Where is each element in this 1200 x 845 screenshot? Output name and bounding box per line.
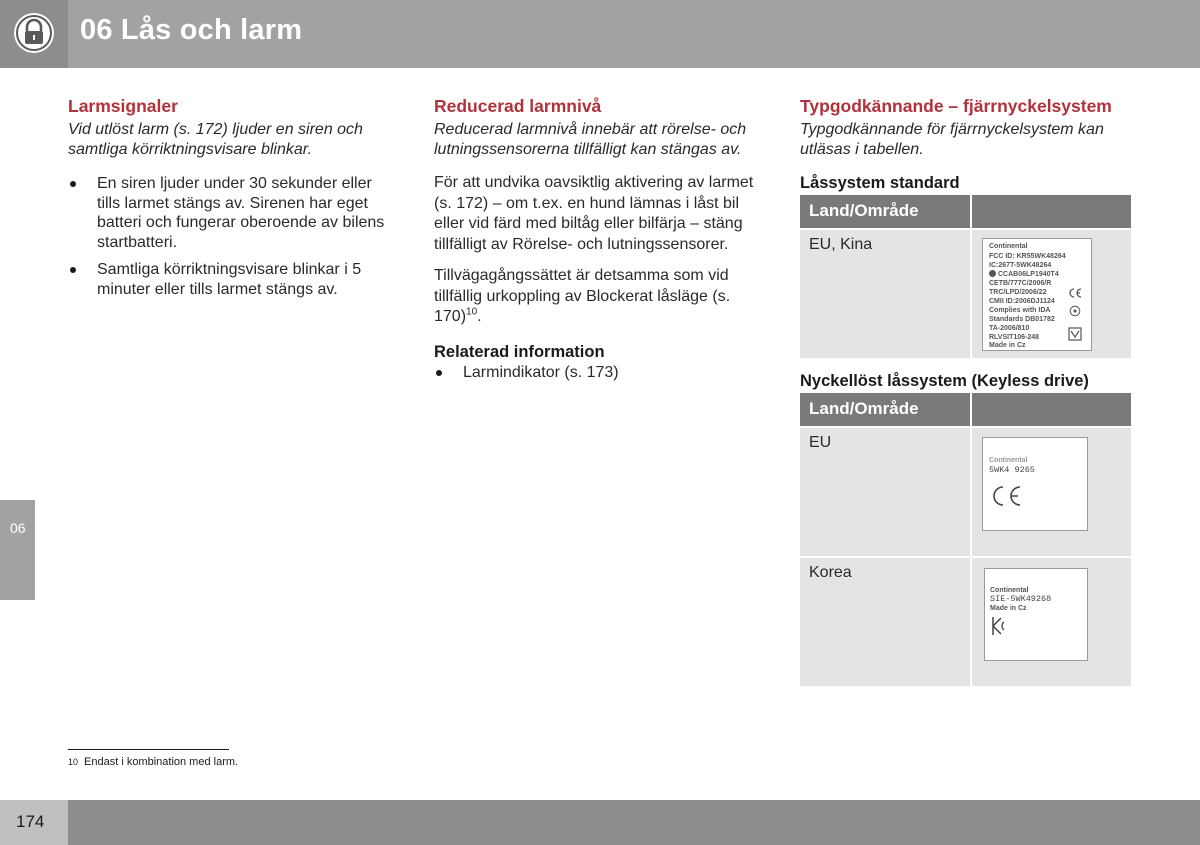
table-row: [800, 426, 1131, 556]
section-heading: Typgodkännande – fjärrnyckelsystem: [800, 96, 1112, 116]
paragraph-end: .: [477, 308, 482, 325]
column-header: Land/Område: [800, 195, 970, 228]
section-reducerad-larmniva: [434, 94, 764, 390]
list-item: [68, 260, 393, 299]
label-text: RLVSIT106-248: [989, 334, 1040, 341]
column-header-empty: [972, 195, 1131, 228]
label-text: Made in Cz: [990, 605, 1027, 612]
paragraph-text: Tillvägagångssättet är detsamma som vid tillfällig urkoppling av Blockerat låsläge (s. 170): [434, 267, 731, 325]
kc-mark-icon: [990, 615, 1006, 637]
footnote-ref[interactable]: 10: [466, 306, 478, 318]
page-number: 174: [16, 812, 45, 831]
table-heading: Låssystem standard: [800, 174, 960, 192]
bullet-icon: [70, 267, 76, 273]
table-row: [800, 556, 1131, 686]
approval-circle-icon: [1069, 305, 1081, 317]
page-number-box: [0, 800, 68, 845]
chapter-icon-tab: [0, 0, 68, 68]
bullet-icon: [70, 181, 76, 187]
section-larmsignaler: [68, 94, 393, 307]
label-text: IC:267T-5WK48264: [989, 262, 1052, 269]
label-text: SIE-5WK49268: [990, 594, 1052, 604]
label-text: TA-2006/810: [989, 325, 1030, 332]
list-item: [68, 174, 393, 252]
label-line-ccc: CCAB06LP1940T4: [989, 270, 1059, 279]
side-tab-label: 06: [10, 520, 26, 536]
list-item-text: Samtliga körriktningsvisare blinkar i 5 minuter eller tills larmet stängs av.: [97, 261, 362, 298]
related-list: [434, 363, 764, 383]
table-header-row: [800, 195, 1131, 228]
related-heading: Relaterad information: [434, 342, 605, 361]
approval-label-image: [982, 238, 1092, 351]
label-text: Continental: [990, 587, 1029, 594]
page-footer: [0, 800, 1200, 845]
list-item-text: En siren ljuder under 30 sekunder eller tills larmet stängs av. Sirenen har eget batteri och fungerar oberoende av bilens startbatteri.: [97, 175, 385, 251]
related-link[interactable]: [434, 363, 764, 383]
approval-box-icon: [1068, 327, 1082, 341]
paragraph: För att undvika oavsiktlig aktivering av larmet (s. 172) – om t.ex. en hund lämnas i låst bil eller vid färd med biltåg eller bilfärja – stäng tillfälligt av Rörelse- och lutningssensorer.: [434, 174, 754, 253]
bullet-icon: [436, 370, 442, 376]
section-intro: Reducerad larmnivå innebär att rörelse- och lutningssensorerna tillfälligt kan stängas av.: [434, 121, 747, 158]
approval-label-image: [982, 437, 1088, 531]
label-text: Continental: [989, 457, 1028, 464]
label-text: FCC ID: KR55WK48264: [989, 253, 1066, 260]
section-heading: Reducerad larmnivå: [434, 96, 602, 116]
approval-label-image: [984, 568, 1088, 661]
paragraph: [434, 266, 764, 328]
label-cell: [970, 230, 1131, 358]
label-text: CMII ID:2006DJ1124: [989, 298, 1055, 305]
footnote: [68, 756, 238, 768]
label-text: Made in Cz: [989, 342, 1026, 349]
ce-mark-icon: [989, 484, 1023, 508]
region-cell: Korea: [809, 564, 852, 581]
label-text: Complies with IDA: [989, 307, 1051, 314]
chapter-header: [0, 0, 1200, 68]
related-link-text[interactable]: Larmindikator (s. 173): [463, 363, 619, 381]
table-keyless-drive: [800, 393, 1131, 686]
chapter-side-tab: [0, 500, 35, 600]
label-cell: [970, 428, 1131, 556]
column-header-empty: [972, 393, 1131, 426]
label-text: TRC/LPD/2006/22: [989, 289, 1047, 296]
section-typgodkannande: [800, 94, 1132, 160]
table-heading: Nyckellöst låssystem (Keyless drive): [800, 372, 1089, 390]
region-cell: EU, Kina: [809, 236, 873, 253]
label-text: Standards DB01782: [989, 316, 1055, 323]
label-text: CETB/777C/2006/R: [989, 280, 1052, 287]
lock-icon: [14, 13, 54, 53]
column-header: Land/Område: [800, 393, 970, 426]
bullet-list: [68, 174, 393, 299]
section-intro: Typgodkännande för fjärrnyckelsystem kan utläsas i tabellen.: [800, 121, 1104, 158]
region-cell: EU: [809, 434, 832, 451]
footnote-number: 10: [68, 757, 79, 767]
footnote-text: Endast i kombination med larm.: [84, 756, 239, 768]
label-text: Continental: [989, 243, 1028, 250]
section-heading: Larmsignaler: [68, 96, 178, 116]
section-intro: Vid utlöst larm (s. 172) ljuder en siren och samtliga körriktningsvisare blinkar.: [68, 121, 363, 158]
label-text: 5WK4 9265: [989, 465, 1035, 475]
table-row: [800, 228, 1131, 358]
table-standard-lock: [800, 195, 1131, 358]
chapter-title: 06 Lås och larm: [80, 14, 303, 46]
ce-mark-icon: [1067, 287, 1083, 299]
table-header-row: [800, 393, 1131, 426]
label-cell: [970, 558, 1131, 686]
footnote-rule: [68, 749, 229, 750]
ccc-mark-icon: [989, 270, 996, 277]
